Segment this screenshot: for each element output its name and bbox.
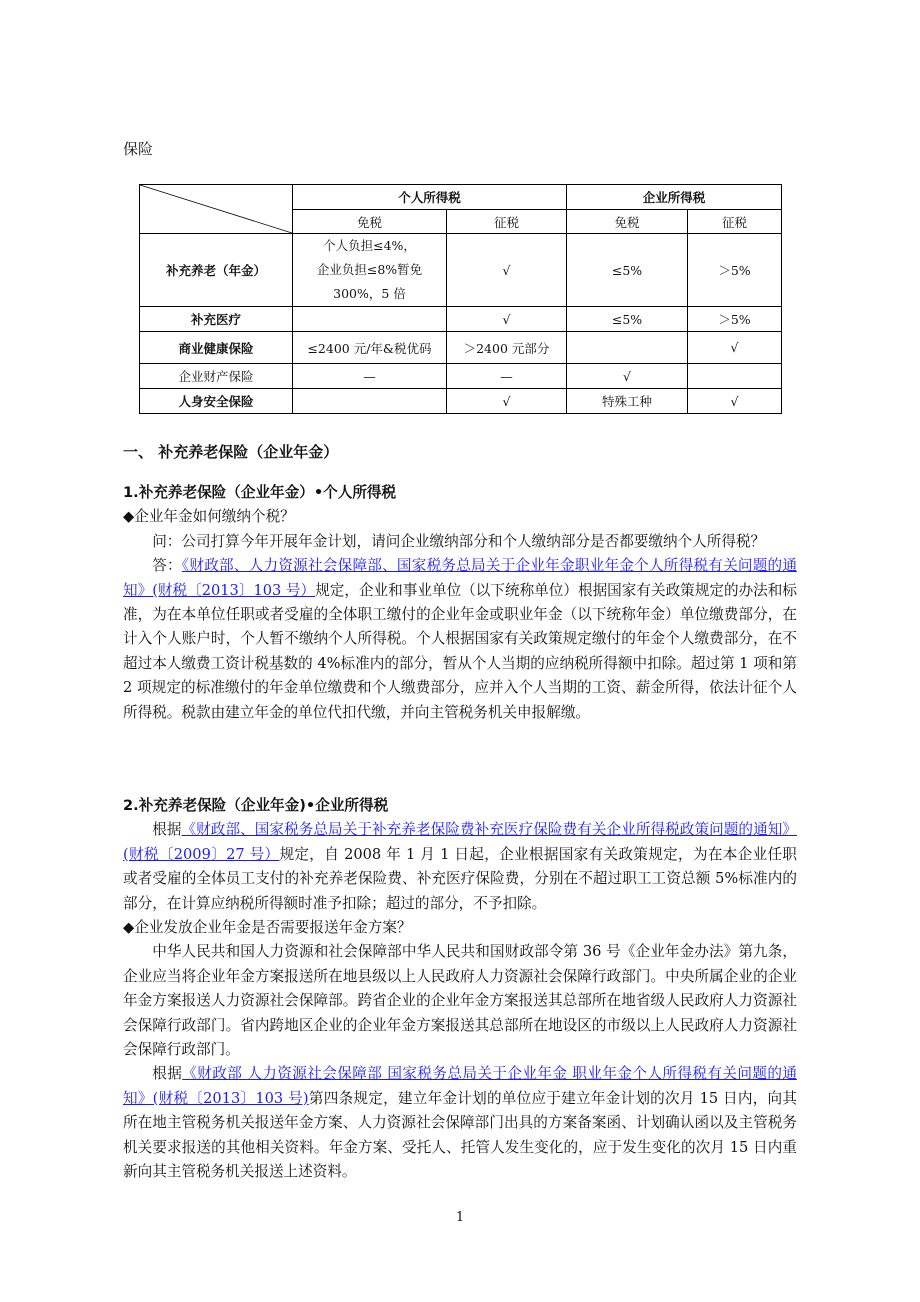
- document-title: 保险: [123, 140, 154, 158]
- answer-prefix: 答：: [152, 557, 182, 575]
- table-cell: [293, 307, 447, 332]
- table-cell: ≤5%: [567, 234, 688, 307]
- paragraph-prefix: 根据: [152, 821, 182, 839]
- table-row: [140, 234, 782, 307]
- subheader-cell: 征税: [447, 210, 567, 234]
- table-cell: ≤5%: [567, 307, 688, 332]
- answer-paragraph: [123, 554, 797, 725]
- header-corporate-tax: 企业所得税: [567, 185, 782, 210]
- regulation-link[interactable]: 《财政部 人力资源社会保障部 国家税务总局关于企业年金 职业年金个人所得税有关问题的通知》(财税〔2013〕103 号): [123, 1065, 797, 1107]
- table-row: [140, 307, 782, 332]
- table-cell: [567, 332, 688, 364]
- table-cell: √: [447, 234, 567, 307]
- table-cell: ＞2400 元部分: [447, 332, 567, 364]
- question-bullet: ◆企业年金如何缴纳个税？: [123, 508, 295, 526]
- subsection-heading: 1.补充养老保险（企业年金）•个人所得税: [123, 484, 397, 501]
- table-cell: 特殊工种: [567, 389, 688, 414]
- subsection-heading: 2.补充养老保险（企业年金)•企业所得税: [123, 797, 389, 814]
- table-cell: 个人负担≤4%， 企业负担≤8%暂免 300%，5 倍: [293, 234, 447, 307]
- header-individual-tax: 个人所得税: [293, 185, 567, 210]
- section-1-2: [123, 794, 797, 1185]
- table-cell: ＞5%: [688, 307, 782, 332]
- answer-body: 规定，企业和事业单位（以下统称单位）根据国家有关政策规定的办法和标准，为在本单位任职或者受雇的全体职工缴付的企业年金或职业年金（以下统称年金）单位缴费部分，在计入个人账户时，个人暂不缴纳个人所得税。个人根据国家有关政策规定缴付的年金个人缴费部分，在不超过本人缴费工资计税基数的 4%标准内的部分，暂从个人当期的应纳税所得额中扣除。超过第 1 项和第 2 项规定的标准缴付的年金单位缴费和个人缴费部分，应并入个人当期的工资、薪金所得，依法计征个人所得税。税款由建立年金的单位代扣代缴，并向主管税务机关申报解缴。: [123, 581, 797, 721]
- table-cell: √: [447, 389, 567, 414]
- table-cell: √: [567, 364, 688, 389]
- subheader-cell: 免税: [293, 210, 447, 234]
- regulation-link[interactable]: 《财政部、人力资源社会保障部、国家税务总局关于企业年金职业年金个人所得税有关问题的通知》(财税〔2013〕103 号）: [123, 557, 797, 599]
- section-1: [123, 440, 797, 464]
- question-bullet: ◆企业发放企业年金是否需要报送年金方案？: [123, 919, 412, 937]
- paragraph: 中华人民共和国人力资源和社会保障部中华人民共和国财政部令第 36 号《企业年金办法》第九条，企业应当将企业年金方案报送所在地县级以上人民政府人力资源社会保障行政部门。中央所属企业的企业年金方案报送人力资源社会保障部。跨省企业的企业年金方案报送其总部所在地省级人民政府人力资源社会保障行政部门。省内跨地区企业的企业年金方案报送其总部所在地设区的市级以上人民政府人力资源社会保障行政部门。: [123, 943, 797, 1059]
- row-label: 人身安全保险: [140, 389, 293, 414]
- table-cell: —: [447, 364, 567, 389]
- table-cell: ＞5%: [688, 234, 782, 307]
- table-cell: √: [688, 332, 782, 364]
- table-row: [140, 332, 782, 364]
- table-cell: ≤2400 元/年&税优码: [293, 332, 447, 364]
- row-label: 商业健康保险: [140, 332, 293, 364]
- row-label: 企业财产保险: [140, 364, 293, 389]
- table-cell: √: [688, 389, 782, 414]
- paragraph: [123, 1062, 797, 1184]
- paragraph-body: 规定，自 2008 年 1 月 1 日起，企业根据国家有关政策规定，为在本企业任职或者受雇的全体员工支付的补充养老保险费、补充医疗保险费，分别在不超过职工工资总额 5%标准内的部分，在计算应纳税所得额时准予扣除；超过的部分，不予扣除。: [123, 845, 798, 912]
- tax-table: [139, 184, 782, 414]
- table-cell: [293, 389, 447, 414]
- table-cell: —: [293, 364, 447, 389]
- table-row: [140, 364, 782, 389]
- row-label: 补充医疗: [140, 307, 293, 332]
- table-row: [140, 389, 782, 414]
- section-heading: 一、 补充养老保险（企业年金）: [123, 443, 339, 461]
- paragraph-body: 第四条规定，建立年金计划的单位应于建立年金计划的次月 15 日内，向其所在地主管税务机关报送年金方案、人力资源社会保障部门出具的方案备案函、计划确认函以及主管税务机关要求报送的其他相关资料。年金方案、受托人、托管人发生变化的，应于发生变化的次月 15 日内重新向其主管税务机关报送上述资料。: [123, 1089, 797, 1181]
- section-1-1: [123, 481, 797, 725]
- row-label: 补充养老（年金）: [140, 234, 293, 307]
- table-cell: √: [447, 307, 567, 332]
- paragraph-prefix: 根据: [152, 1065, 183, 1083]
- subheader-cell: 免税: [567, 210, 688, 234]
- regulation-link[interactable]: 《财政部、国家税务总局关于补充养老保险费补充医疗保险费有关企业所得税政策问题的通知》(财税〔2009〕27 号）: [123, 821, 797, 863]
- paragraph: [123, 818, 797, 916]
- table-cell: [688, 364, 782, 389]
- subheader-cell: 征税: [688, 210, 782, 234]
- question-text: 问：公司打算今年开展年金计划，请问企业缴纳部分和个人缴纳部分是否都要缴纳个人所得税？: [152, 532, 766, 550]
- diagonal-header-cell: [140, 185, 293, 234]
- page-number: 1: [455, 1210, 465, 1225]
